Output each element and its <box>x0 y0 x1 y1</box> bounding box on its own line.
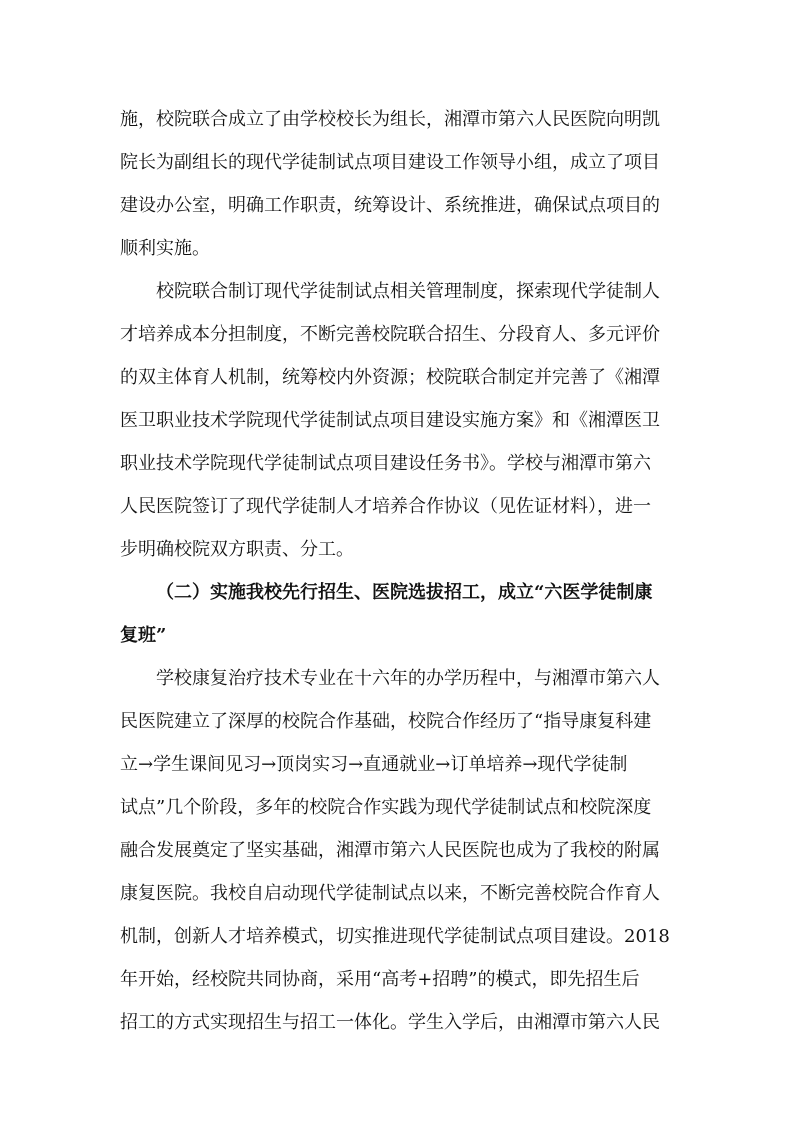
paragraph-2-line-7: 步明确校院双方职责、分工。 <box>120 539 354 560</box>
paragraph-3-line-1: 学校康复治疗技术专业在十六年的办学历程中，与湘潭市第六人 <box>156 668 660 689</box>
paragraph-1-line-1: 施，校院联合成立了由学校校长为组长，湘潭市第六人民医院向明凯 <box>120 109 660 130</box>
section-heading-line-1: （二）实施我校先行招生、医院选拔招工，成立“六医学徒制康 <box>156 582 653 603</box>
paragraph-2-line-2: 才培养成本分担制度，不断完善校院联合招生、分段育人、多元评价 <box>120 324 660 345</box>
paragraph-3-line-8: 年开始，经校院共同协商，采用“高考+招聘”的模式，即先招生后 <box>120 969 640 990</box>
paragraph-3-line-5: 融合发展奠定了坚实基础，湘潭市第六人民医院也成为了我校的附属 <box>120 840 660 861</box>
paragraph-2-line-4: 医卫职业技术学院现代学徒制试点项目建设实施方案》和《湘潭医卫 <box>120 410 660 431</box>
paragraph-2-line-5: 职业技术学院现代学徒制试点项目建设任务书》。学校与湘潭市第六 <box>120 453 651 474</box>
paragraph-1-line-2: 院长为副组长的现代学徒制试点项目建设工作领导小组，成立了项目 <box>120 152 660 173</box>
paragraph-2-line-1: 校院联合制订现代学徒制试点相关管理制度，探索现代学徒制人 <box>156 281 660 302</box>
paragraph-1-line-3: 建设办公室，明确工作职责，统筹设计、系统推进，确保试点项目的 <box>120 195 660 216</box>
paragraph-3-line-3: 立→学生课间见习→顶岗实习→直通就业→订单培养→现代学徒制 <box>120 754 628 775</box>
paragraph-3-line-2: 民医院建立了深厚的校院合作基础，校院合作经历了“指导康复科建 <box>120 711 652 732</box>
paragraph-3-line-9: 招工的方式实现招生与招工一体化。学生入学后，由湘潭市第六人民 <box>120 1012 660 1033</box>
paragraph-3-line-4: 试点”几个阶段，多年的校院合作实践为现代学徒制试点和校院深度 <box>120 797 652 818</box>
paragraph-2-line-6: 人民医院签订了现代学徒制人才培养合作协议（见佐证材料），进一 <box>120 496 651 517</box>
paragraph-2-line-3: 的双主体育人机制，统筹校内外资源；校院联合制定并完善了《湘潭 <box>120 367 660 388</box>
paragraph-3-line-6: 康复医院。我校自启动现代学徒制试点以来，不断完善校院合作育人 <box>120 883 660 904</box>
paragraph-3-line-7: 机制，创新人才培养模式，切实推进现代学徒制试点项目建设。2018 <box>120 926 670 947</box>
section-heading-line-2: 复班” <box>120 625 167 646</box>
paragraph-1-line-4: 顺利实施。 <box>120 238 210 259</box>
